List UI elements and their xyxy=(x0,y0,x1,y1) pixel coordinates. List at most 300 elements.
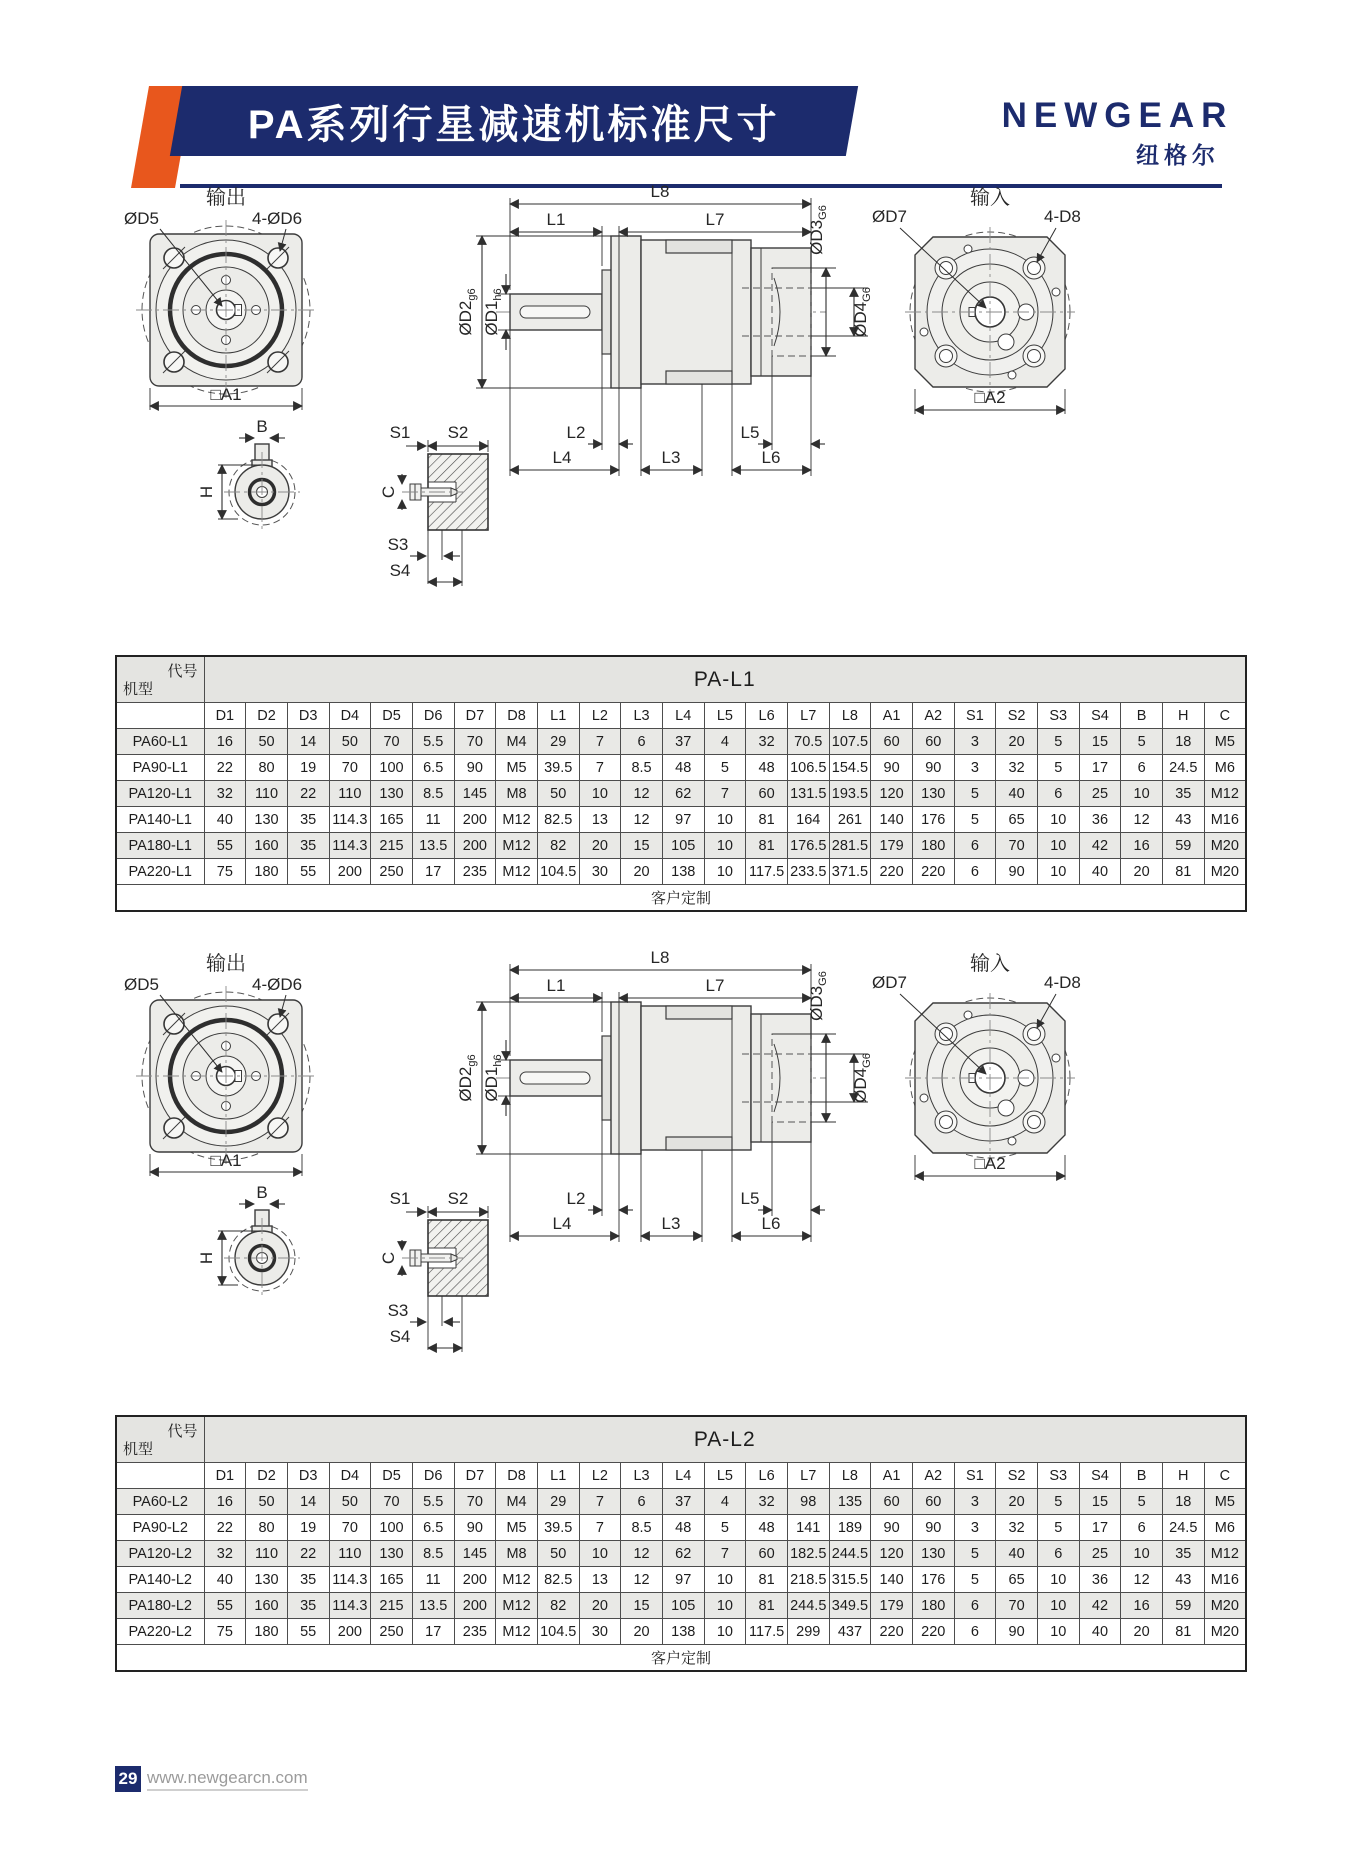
column-header: C xyxy=(1204,1463,1246,1489)
value-cell: 140 xyxy=(871,1567,913,1593)
value-cell: 24.5 xyxy=(1162,755,1204,781)
column-header: D5 xyxy=(371,703,413,729)
value-cell: 130 xyxy=(246,807,288,833)
column-header: A1 xyxy=(871,1463,913,1489)
value-cell: 14 xyxy=(287,1489,329,1515)
value-cell: 60 xyxy=(871,1489,913,1515)
value-cell: 10 xyxy=(704,859,746,885)
column-header: L7 xyxy=(787,703,829,729)
value-cell: 180 xyxy=(912,1593,954,1619)
table-row xyxy=(116,1593,1246,1619)
dim-label-d5: ØD5 xyxy=(124,209,159,228)
value-cell: 165 xyxy=(371,1567,413,1593)
value-cell: 15 xyxy=(621,833,663,859)
dim-label-l6: L6 xyxy=(761,448,781,467)
value-cell: 5 xyxy=(1037,755,1079,781)
value-cell: 6 xyxy=(1037,781,1079,807)
value-cell: 6 xyxy=(1121,755,1163,781)
value-cell: 40 xyxy=(996,781,1038,807)
value-cell: 25 xyxy=(1079,781,1121,807)
brand-name-en: NEWGEAR xyxy=(1001,96,1234,135)
column-header: L6 xyxy=(746,1463,788,1489)
value-cell: 141 xyxy=(787,1515,829,1541)
value-cell: 154.5 xyxy=(829,755,871,781)
value-cell: 90 xyxy=(871,1515,913,1541)
dim-label-s3: S3 xyxy=(387,535,409,554)
value-cell: 220 xyxy=(912,859,954,885)
value-cell: 50 xyxy=(537,781,579,807)
value-cell: 29 xyxy=(537,1489,579,1515)
value-cell: M4 xyxy=(496,729,538,755)
value-cell: 81 xyxy=(746,833,788,859)
value-cell: M20 xyxy=(1204,833,1246,859)
column-header: L7 xyxy=(787,1463,829,1489)
value-cell: 10 xyxy=(704,833,746,859)
value-cell: 200 xyxy=(454,1593,496,1619)
model-cell: PA60-L2 xyxy=(116,1489,204,1515)
value-cell: 6.5 xyxy=(412,755,454,781)
value-cell: M20 xyxy=(1204,1619,1246,1645)
value-cell: 215 xyxy=(371,1593,413,1619)
value-cell: 179 xyxy=(871,1593,913,1619)
value-cell: 20 xyxy=(996,729,1038,755)
value-cell: 117.5 xyxy=(746,859,788,885)
value-cell: 37 xyxy=(662,729,704,755)
model-cell: PA220-L2 xyxy=(116,1619,204,1645)
value-cell: M16 xyxy=(1204,1567,1246,1593)
value-cell: 10 xyxy=(1037,833,1079,859)
column-header: D4 xyxy=(329,1463,371,1489)
value-cell: 3 xyxy=(954,755,996,781)
column-header: S4 xyxy=(1079,1463,1121,1489)
column-header: S3 xyxy=(1037,1463,1079,1489)
value-cell: 3 xyxy=(954,1515,996,1541)
value-cell: 20 xyxy=(621,859,663,885)
dim-label-l3: L3 xyxy=(661,448,681,467)
value-cell: 5.5 xyxy=(412,729,454,755)
page-number-badge: 29 xyxy=(115,1766,141,1792)
column-header: D7 xyxy=(454,703,496,729)
table-title: PA-L2 xyxy=(204,1416,1246,1463)
value-cell: 16 xyxy=(204,729,246,755)
value-cell: 6 xyxy=(954,1619,996,1645)
table-row xyxy=(116,1515,1246,1541)
value-cell: 40 xyxy=(1079,1619,1121,1645)
value-cell: 10 xyxy=(1121,781,1163,807)
value-cell: 6 xyxy=(954,833,996,859)
value-cell: 6 xyxy=(954,859,996,885)
value-cell: 6 xyxy=(1121,1515,1163,1541)
value-cell: M5 xyxy=(1204,1489,1246,1515)
blank-header-cell xyxy=(116,703,204,729)
value-cell: 13.5 xyxy=(412,833,454,859)
value-cell: 82 xyxy=(537,833,579,859)
value-cell: 200 xyxy=(329,1619,371,1645)
column-header: L5 xyxy=(704,1463,746,1489)
value-cell: 218.5 xyxy=(787,1567,829,1593)
pa-l2-table xyxy=(115,1415,1247,1672)
value-cell: 59 xyxy=(1162,1593,1204,1619)
value-cell: 7 xyxy=(579,755,621,781)
value-cell: 35 xyxy=(287,833,329,859)
brand-logo xyxy=(985,96,1250,170)
table-row xyxy=(116,1489,1246,1515)
value-cell: 97 xyxy=(662,807,704,833)
value-cell: 105 xyxy=(662,1593,704,1619)
value-cell: 32 xyxy=(746,1489,788,1515)
dim-label-a1: □A1 xyxy=(210,385,242,404)
value-cell: 30 xyxy=(579,1619,621,1645)
value-cell: 4 xyxy=(704,1489,746,1515)
column-header: D1 xyxy=(204,1463,246,1489)
value-cell: 10 xyxy=(579,781,621,807)
value-cell: 90 xyxy=(912,755,954,781)
value-cell: 81 xyxy=(746,1593,788,1619)
value-cell: 164 xyxy=(787,807,829,833)
value-cell: 60 xyxy=(912,1489,954,1515)
column-header: L6 xyxy=(746,703,788,729)
value-cell: 17 xyxy=(412,1619,454,1645)
value-cell: 244.5 xyxy=(787,1593,829,1619)
value-cell: 22 xyxy=(204,1515,246,1541)
corner-model-label: 机型 xyxy=(123,681,154,698)
table-title: PA-L1 xyxy=(204,656,1246,703)
value-cell: 105 xyxy=(662,833,704,859)
value-cell: 176.5 xyxy=(787,833,829,859)
value-cell: 35 xyxy=(287,807,329,833)
value-cell: 82 xyxy=(537,1593,579,1619)
value-cell: 55 xyxy=(204,1593,246,1619)
value-cell: 32 xyxy=(996,755,1038,781)
model-cell: PA90-L2 xyxy=(116,1515,204,1541)
value-cell: 120 xyxy=(871,1541,913,1567)
value-cell: 10 xyxy=(1121,1541,1163,1567)
column-header: A2 xyxy=(912,703,954,729)
value-cell: 19 xyxy=(287,755,329,781)
value-cell: 16 xyxy=(204,1489,246,1515)
table-corner-cell xyxy=(116,656,204,703)
value-cell: 12 xyxy=(1121,1567,1163,1593)
value-cell: 22 xyxy=(287,1541,329,1567)
value-cell: 18 xyxy=(1162,729,1204,755)
value-cell: M20 xyxy=(1204,859,1246,885)
value-cell: 130 xyxy=(371,781,413,807)
table-row xyxy=(116,729,1246,755)
value-cell: 50 xyxy=(246,1489,288,1515)
value-cell: 60 xyxy=(912,729,954,755)
value-cell: 200 xyxy=(454,807,496,833)
value-cell: 6 xyxy=(1037,1541,1079,1567)
value-cell: 50 xyxy=(246,729,288,755)
value-cell: 5 xyxy=(704,755,746,781)
value-cell: 7 xyxy=(579,1515,621,1541)
model-cell: PA60-L1 xyxy=(116,729,204,755)
value-cell: M12 xyxy=(496,1593,538,1619)
value-cell: 10 xyxy=(1037,1593,1079,1619)
value-cell: 11 xyxy=(412,807,454,833)
note-row xyxy=(116,885,1246,912)
value-cell: 3 xyxy=(954,729,996,755)
value-cell: 90 xyxy=(996,1619,1038,1645)
column-header: S2 xyxy=(996,703,1038,729)
drawing-set-2 xyxy=(110,948,1250,1388)
value-cell: 200 xyxy=(454,1567,496,1593)
dim-label-a2: □A2 xyxy=(974,388,1006,407)
shaft-key-detail-drawing xyxy=(197,417,300,532)
value-cell: 10 xyxy=(704,1567,746,1593)
value-cell: 180 xyxy=(912,833,954,859)
column-header: D2 xyxy=(246,1463,288,1489)
dim-label-l4: L4 xyxy=(552,448,572,467)
value-cell: 20 xyxy=(1121,859,1163,885)
dim-label-l5: L5 xyxy=(740,423,760,442)
value-cell: 42 xyxy=(1079,1593,1121,1619)
dim-label-s2: S2 xyxy=(447,423,469,442)
value-cell: 5 xyxy=(1121,1489,1163,1515)
value-cell: 200 xyxy=(454,833,496,859)
value-cell: 50 xyxy=(329,1489,371,1515)
column-header: D8 xyxy=(496,1463,538,1489)
column-header: S2 xyxy=(996,1463,1038,1489)
page-footer xyxy=(115,1766,308,1792)
value-cell: 40 xyxy=(204,1567,246,1593)
column-header: S1 xyxy=(954,703,996,729)
value-cell: M8 xyxy=(496,1541,538,1567)
value-cell: 48 xyxy=(662,755,704,781)
value-cell: 65 xyxy=(996,1567,1038,1593)
corner-code-label: 代号 xyxy=(167,663,198,680)
value-cell: 32 xyxy=(204,1541,246,1567)
value-cell: 100 xyxy=(371,1515,413,1541)
value-cell: 8.5 xyxy=(621,755,663,781)
value-cell: 62 xyxy=(662,1541,704,1567)
pa-l1-table xyxy=(115,655,1247,912)
value-cell: 235 xyxy=(454,1619,496,1645)
value-cell: 176 xyxy=(912,807,954,833)
value-cell: 5 xyxy=(1121,729,1163,755)
value-cell: 349.5 xyxy=(829,1593,871,1619)
dim-label-l8: L8 xyxy=(650,182,670,201)
value-cell: 235 xyxy=(454,859,496,885)
value-cell: 281.5 xyxy=(829,833,871,859)
value-cell: 117.5 xyxy=(746,1619,788,1645)
value-cell: 220 xyxy=(871,859,913,885)
value-cell: 18 xyxy=(1162,1489,1204,1515)
value-cell: 32 xyxy=(746,729,788,755)
value-cell: 7 xyxy=(704,1541,746,1567)
value-cell: 5 xyxy=(1037,1515,1079,1541)
column-header: S1 xyxy=(954,1463,996,1489)
corner-code-label: 代号 xyxy=(167,1423,198,1440)
value-cell: 120 xyxy=(871,781,913,807)
table-row xyxy=(116,1541,1246,1567)
value-cell: M4 xyxy=(496,1489,538,1515)
value-cell: 110 xyxy=(246,1541,288,1567)
column-header: D7 xyxy=(454,1463,496,1489)
value-cell: 36 xyxy=(1079,1567,1121,1593)
value-cell: 160 xyxy=(246,833,288,859)
dim-label-b: B xyxy=(256,417,268,436)
value-cell: 10 xyxy=(704,1593,746,1619)
column-header: D8 xyxy=(496,703,538,729)
table-row xyxy=(116,1619,1246,1645)
drawing-set-1 xyxy=(110,182,1250,622)
value-cell: 6 xyxy=(621,729,663,755)
value-cell: 55 xyxy=(204,833,246,859)
column-header: L8 xyxy=(829,703,871,729)
value-cell: 70 xyxy=(329,755,371,781)
value-cell: 70 xyxy=(454,729,496,755)
value-cell: 13 xyxy=(579,1567,621,1593)
column-header: A1 xyxy=(871,703,913,729)
value-cell: 39.5 xyxy=(537,755,579,781)
column-header: L5 xyxy=(704,703,746,729)
value-cell: 130 xyxy=(912,1541,954,1567)
website-link[interactable]: www.newgearcn.com xyxy=(147,1768,308,1791)
value-cell: 110 xyxy=(329,781,371,807)
value-cell: 180 xyxy=(246,859,288,885)
side-view-drawing xyxy=(456,182,873,476)
output-view-title: 输出 xyxy=(206,187,246,209)
table-corner-cell xyxy=(116,1416,204,1463)
value-cell: 40 xyxy=(204,807,246,833)
value-cell: 261 xyxy=(829,807,871,833)
value-cell: 5 xyxy=(704,1515,746,1541)
value-cell: 5 xyxy=(1037,729,1079,755)
value-cell: 48 xyxy=(746,1515,788,1541)
value-cell: 81 xyxy=(1162,1619,1204,1645)
value-cell: 81 xyxy=(746,1567,788,1593)
value-cell: 6.5 xyxy=(412,1515,454,1541)
value-cell: 20 xyxy=(621,1619,663,1645)
column-header: A2 xyxy=(912,1463,954,1489)
value-cell: 82.5 xyxy=(537,807,579,833)
value-cell: 98 xyxy=(787,1489,829,1515)
value-cell: 315.5 xyxy=(829,1567,871,1593)
value-cell: 5 xyxy=(954,781,996,807)
value-cell: 42 xyxy=(1079,833,1121,859)
value-cell: 16 xyxy=(1121,1593,1163,1619)
input-front-view-drawing xyxy=(872,186,1081,414)
dim-label-l1: L1 xyxy=(546,210,566,229)
model-cell: PA140-L1 xyxy=(116,807,204,833)
brand-name-cn: 纽格尔 xyxy=(1136,142,1220,168)
value-cell: 15 xyxy=(621,1593,663,1619)
value-cell: 10 xyxy=(1037,1619,1079,1645)
model-cell: PA90-L1 xyxy=(116,755,204,781)
value-cell: M20 xyxy=(1204,1593,1246,1619)
value-cell: 180 xyxy=(246,1619,288,1645)
value-cell: 10 xyxy=(704,1619,746,1645)
value-cell: 131.5 xyxy=(787,781,829,807)
value-cell: 182.5 xyxy=(787,1541,829,1567)
value-cell: 179 xyxy=(871,833,913,859)
column-header: D6 xyxy=(412,703,454,729)
value-cell: 3 xyxy=(954,1489,996,1515)
value-cell: 138 xyxy=(662,859,704,885)
dim-label-s4: S4 xyxy=(389,561,411,580)
blank-header-cell xyxy=(116,1463,204,1489)
note-cell: 客户定制 xyxy=(116,885,1246,912)
value-cell: 97 xyxy=(662,1567,704,1593)
table-row xyxy=(116,833,1246,859)
value-cell: 12 xyxy=(621,781,663,807)
value-cell: 12 xyxy=(621,807,663,833)
column-header-row xyxy=(116,703,1246,729)
value-cell: 70 xyxy=(329,1515,371,1541)
value-cell: 220 xyxy=(871,1619,913,1645)
model-cell: PA220-L1 xyxy=(116,859,204,885)
column-header: L1 xyxy=(537,703,579,729)
value-cell: 90 xyxy=(871,755,913,781)
value-cell: 233.5 xyxy=(787,859,829,885)
value-cell: 90 xyxy=(912,1515,954,1541)
column-header: L1 xyxy=(537,1463,579,1489)
value-cell: 90 xyxy=(996,859,1038,885)
value-cell: 14 xyxy=(287,729,329,755)
column-header-row xyxy=(116,1463,1246,1489)
column-header: H xyxy=(1162,1463,1204,1489)
value-cell: 130 xyxy=(246,1567,288,1593)
value-cell: 104.5 xyxy=(537,1619,579,1645)
model-cell: PA140-L2 xyxy=(116,1567,204,1593)
dim-label-l2: L2 xyxy=(566,423,586,442)
value-cell: 43 xyxy=(1162,1567,1204,1593)
value-cell: 35 xyxy=(1162,781,1204,807)
dim-label-c: C xyxy=(379,485,398,499)
dim-label-d2: $ØD2_{g6}$ xyxy=(456,288,478,336)
value-cell: 244.5 xyxy=(829,1541,871,1567)
value-cell: M6 xyxy=(1204,1515,1246,1541)
column-header: D1 xyxy=(204,703,246,729)
value-cell: 62 xyxy=(662,781,704,807)
value-cell: 140 xyxy=(871,807,913,833)
corner-model-label: 机型 xyxy=(123,1441,154,1458)
value-cell: 176 xyxy=(912,1567,954,1593)
value-cell: 59 xyxy=(1162,833,1204,859)
value-cell: 5.5 xyxy=(412,1489,454,1515)
value-cell: 6 xyxy=(621,1489,663,1515)
value-cell: 36 xyxy=(1079,807,1121,833)
value-cell: 299 xyxy=(787,1619,829,1645)
value-cell: 135 xyxy=(829,1489,871,1515)
note-cell: 客户定制 xyxy=(116,1645,1246,1672)
model-cell: PA180-L1 xyxy=(116,833,204,859)
table-row xyxy=(116,755,1246,781)
value-cell: 29 xyxy=(537,729,579,755)
value-cell: M8 xyxy=(496,781,538,807)
value-cell: 13.5 xyxy=(412,1593,454,1619)
value-cell: M12 xyxy=(496,859,538,885)
column-header: L3 xyxy=(621,1463,663,1489)
value-cell: 107.5 xyxy=(829,729,871,755)
dim-label-d7: ØD7 xyxy=(872,207,907,226)
value-cell: 17 xyxy=(1079,1515,1121,1541)
value-cell: 32 xyxy=(996,1515,1038,1541)
value-cell: 80 xyxy=(246,1515,288,1541)
value-cell: 50 xyxy=(329,729,371,755)
column-header: D3 xyxy=(287,703,329,729)
column-header: L2 xyxy=(579,703,621,729)
value-cell: 60 xyxy=(871,729,913,755)
model-cell: PA180-L2 xyxy=(116,1593,204,1619)
value-cell: 65 xyxy=(996,807,1038,833)
column-header: D5 xyxy=(371,1463,413,1489)
value-cell: 8.5 xyxy=(412,1541,454,1567)
value-cell: 40 xyxy=(1079,859,1121,885)
value-cell: 81 xyxy=(746,807,788,833)
value-cell: 20 xyxy=(579,833,621,859)
